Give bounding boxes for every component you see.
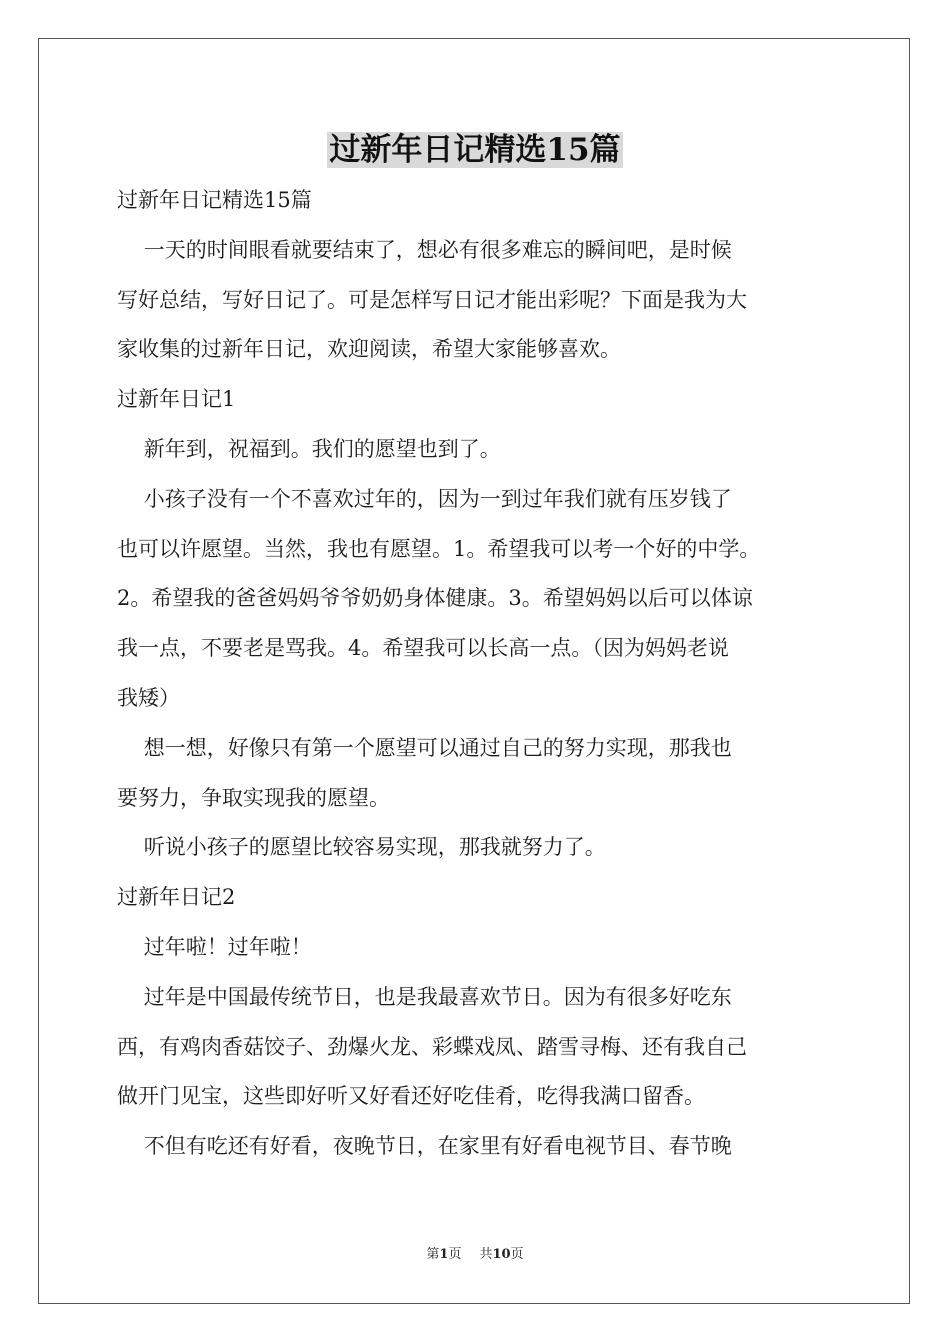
- body-line: 小孩子没有一个不喜欢过年的，因为一到过年我们就有压岁钱了: [117, 486, 732, 511]
- body-line: 不但有吃还有好看，夜晚节日，在家里有好看电视节目、春节晚: [117, 1134, 732, 1159]
- body-line: 也可以许愿望。当然，我也有愿望。1。希望我可以考一个好的中学。: [117, 536, 761, 561]
- section-heading: 过新年日记2: [117, 885, 236, 910]
- body-line: 过年是中国最传统节日，也是我最喜欢节日。因为有很多好吃东: [117, 984, 732, 1009]
- page-footer: [0, 1245, 950, 1265]
- body-line: 做开门见宝，这些即好听又好看还好吃佳肴，吃得我满口留香。: [117, 1084, 705, 1109]
- document-title-text: 过新年日记精选15篇: [329, 132, 621, 168]
- body-line: 要努力，争取实现我的愿望。: [117, 785, 390, 810]
- body-line: 新年到，祝福到。我们的愿望也到了。: [117, 436, 501, 461]
- total-prefix: 共: [479, 1247, 493, 1262]
- page-current: 1: [439, 1247, 449, 1262]
- document-body: [117, 176, 835, 1172]
- body-line: 我矮）: [117, 685, 180, 710]
- body-line: 家收集的过新年日记，欢迎阅读，希望大家能够喜欢。: [117, 337, 621, 362]
- total-pages: 10: [492, 1247, 511, 1262]
- total-unit: 页: [510, 1247, 524, 1262]
- body-line: 过新年日记精选15篇: [117, 188, 312, 212]
- document-title: [0, 128, 950, 172]
- body-line: 2。希望我的爸爸妈妈爷爷奶奶身体健康。3。希望妈妈以后可以体谅: [117, 586, 753, 611]
- page-prefix: 第: [426, 1247, 440, 1262]
- body-line: 过年啦！过年啦！: [117, 934, 312, 959]
- body-line: 我一点，不要老是骂我。4。希望我可以长高一点。（因为妈妈老说: [117, 636, 729, 661]
- body-line: 西，有鸡肉香菇饺子、劲爆火龙、彩蝶戏凤、踏雪寻梅、还有我自己: [117, 1034, 747, 1059]
- page-unit: 页: [448, 1247, 462, 1262]
- body-line: 写好总结，写好日记了。可是怎样写日记才能出彩呢？下面是我为大: [117, 287, 747, 312]
- body-line: 想一想，好像只有第一个愿望可以通过自己的努力实现，那我也: [117, 735, 732, 760]
- body-line: 听说小孩子的愿望比较容易实现，那我就努力了。: [117, 835, 606, 860]
- body-line: 一天的时间眼看就要结束了，想必有很多难忘的瞬间吧，是时候: [117, 237, 732, 262]
- section-heading: 过新年日记1: [117, 387, 236, 412]
